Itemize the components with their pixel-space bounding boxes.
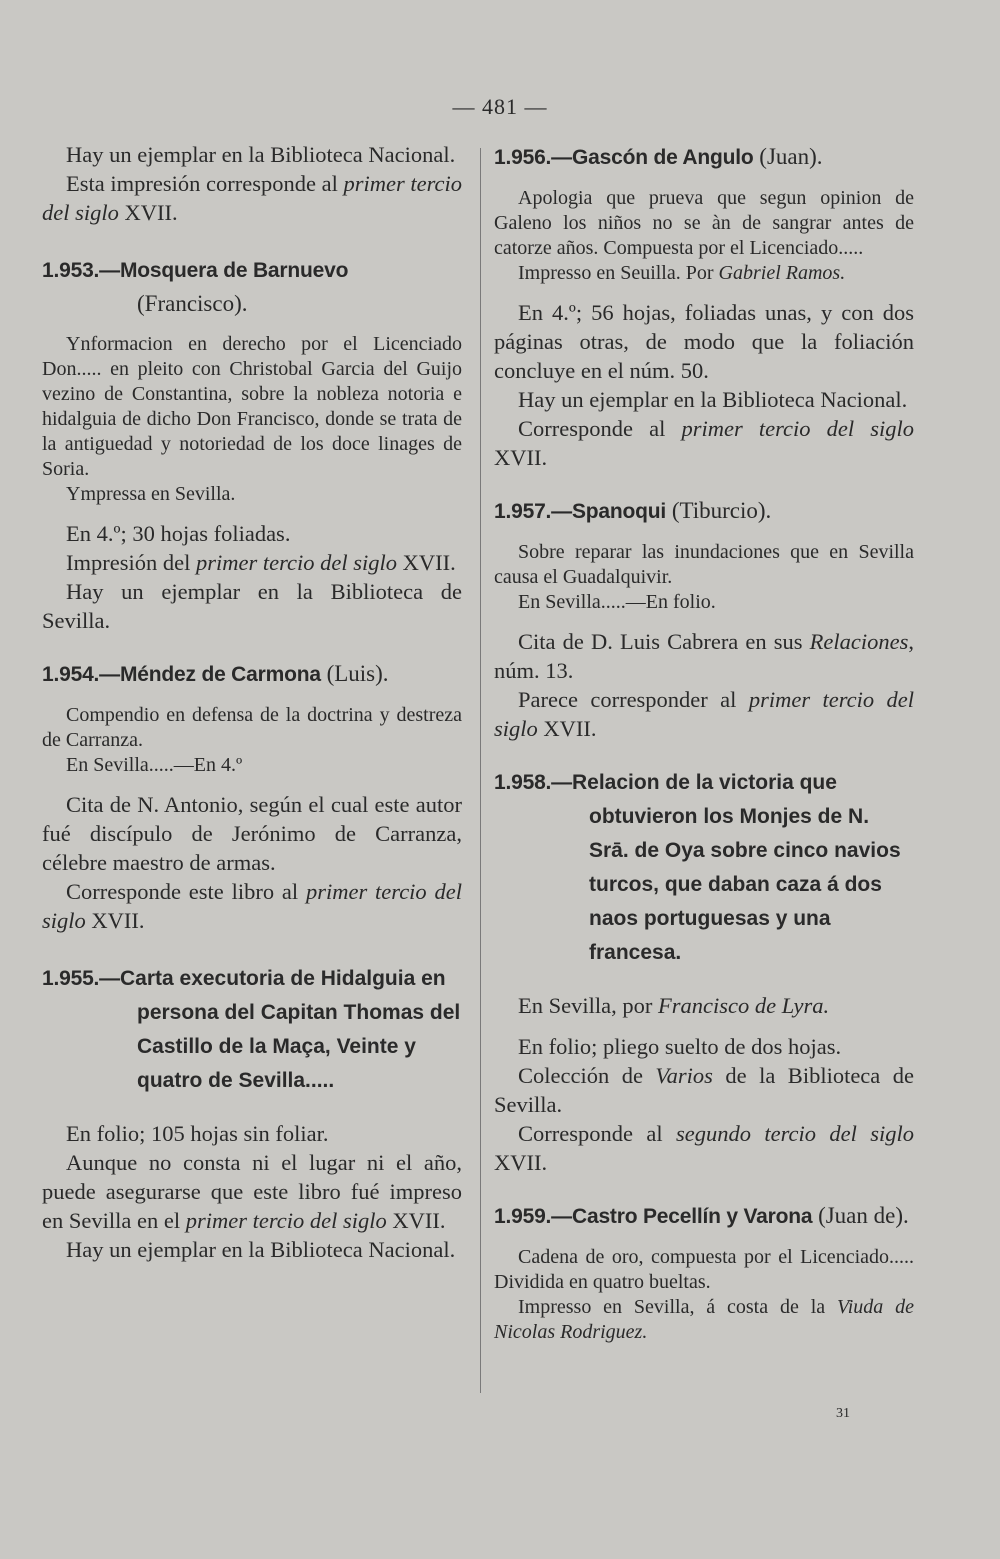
entry-1956-imprint: Impresso en Seuilla. Por Gabriel Ramos.: [518, 262, 846, 284]
intro-dating-note: Esta impresión corresponde al primer tercio del siglo XVII.: [42, 171, 462, 225]
entry-1954-note: Cita de N. Antonio, según el cual este autor fué discípulo de Jerónimo de Carranza, célebre maestro de armas.: [42, 792, 462, 875]
entry-author: Spanoqui: [572, 500, 667, 523]
intro-copy-note: Hay un ejemplar en la Biblioteca Nacional.: [66, 142, 456, 167]
entry-author: Castro Pecellín y Varona: [572, 1205, 813, 1228]
entry-1953-title: Ynformacion en derecho por el Licenciado Don..... en pleito con Christobal Garcia del Guijo vezino de Constantina, sobre la nobleza notoria e hidalguia de dicho Don Francisco, donde se trata de la antiguedad y notoriedad de los doce linages de Soria.: [42, 333, 462, 480]
signature-mark: 31: [836, 1406, 850, 1421]
entry-1956-heading: 1.956.—Gascón de Angulo (Juan).: [494, 144, 823, 169]
entry-1954-title: Compendio en defensa de la doctrina y destreza de Carranza.: [42, 704, 462, 751]
entry-number: 1.959.—: [494, 1205, 572, 1228]
entry-1955-note: Aunque no consta ni el lugar ni el año, puede asegurarse que este libro fué impreso en Sevilla en el primer tercio del siglo XVII.: [42, 1150, 462, 1233]
entry-1953-imprint: Ympressa en Sevilla.: [66, 483, 236, 505]
right-column: [494, 140, 914, 1345]
entry-1958-collection: Colección de Varios de la Biblioteca de Sevilla.: [494, 1063, 914, 1117]
entry-1953-format: En 4.º; 30 hojas foliadas.: [66, 521, 291, 546]
entry-number: 1.958.—: [494, 771, 572, 794]
entry-author: Méndez de Carmona: [120, 663, 321, 686]
entry-1954-dating: Corresponde este libro al primer tercio del siglo XVII.: [42, 879, 462, 933]
entry-1959-heading: 1.959.—Castro Pecellín y Varona (Juan de).: [494, 1203, 909, 1228]
entry-1956-dating: Corresponde al primer tercio del siglo XVII.: [494, 416, 914, 470]
entry-1958-heading: [494, 765, 914, 969]
entry-number: 1.957.—: [494, 500, 572, 523]
page-number: — 481 —: [452, 94, 548, 119]
entry-1955-format: En folio; 105 hojas sin foliar.: [66, 1121, 329, 1146]
entry-title: Relacion de la victoria que obtuvieron los Monjes de N. Srā. de Oya sobre cinco navios turcos, que daban caza á dos naos portuguesas y una francesa.: [572, 771, 901, 964]
entry-1957-heading: 1.957.—Spanoqui (Tiburcio).: [494, 498, 772, 523]
entry-1956-copy: Hay un ejemplar en la Biblioteca Nacional.: [518, 387, 908, 412]
entry-1958-imprint: En Sevilla, por Francisco de Lyra.: [518, 993, 830, 1018]
entry-1953-copy: Hay un ejemplar en la Biblioteca de Sevilla.: [42, 579, 462, 633]
entry-number: 1.953.—: [42, 259, 120, 282]
entry-number: 1.956.—: [494, 146, 572, 169]
entry-1955-copy: Hay un ejemplar en la Biblioteca Nacional.: [66, 1237, 456, 1262]
entry-title: Carta executoria de Hidalguia en persona del Capitan Thomas del Castillo de la Maça, Veinte y quatro de Sevilla.....: [120, 967, 461, 1092]
entry-1953-dating: Impresión del primer tercio del siglo XVII.: [66, 550, 456, 575]
entry-1954-heading: 1.954.—Méndez de Carmona (Luis).: [42, 661, 389, 686]
entry-1957-note: Cita de D. Luis Cabrera en sus Relaciones, núm. 13.: [494, 629, 914, 683]
entry-1958-dating: Corresponde al segundo tercio del siglo XVII.: [494, 1121, 914, 1175]
entry-1955-heading: [42, 961, 462, 1097]
entry-1956-title: Apologia que prueva que segun opinion de Galeno los niños no se àn de sangrar antes de catorze años. Compuesta por el Licenciado.....: [494, 187, 914, 259]
entry-1953-heading: 1.953.—Mosquera de Barnuevo (Francisco).: [42, 259, 349, 316]
entry-number: 1.955.—: [42, 967, 120, 990]
entry-1958-format: En folio; pliego suelto de dos hojas.: [518, 1034, 842, 1059]
entry-author: Gascón de Angulo: [572, 146, 754, 169]
entry-1954-imprint: En Sevilla.....—En 4.º: [66, 754, 243, 776]
entry-number: 1.954.—: [42, 663, 120, 686]
entry-1957-imprint: En Sevilla.....—En folio.: [518, 591, 716, 613]
column-rule: [480, 148, 481, 1393]
entry-1956-format: En 4.º; 56 hojas, foliadas unas, y con dos páginas otras, de modo que la foliación concluye en el núm. 50.: [494, 300, 914, 383]
entry-1959-imprint: Impresso en Sevilla, á costa de la Viuda de Nicolas Rodriguez.: [494, 1296, 914, 1343]
entry-1957-dating: Parece corresponder al primer tercio del siglo XVII.: [494, 687, 914, 741]
left-column: [42, 140, 462, 1264]
entry-1957-title: Sobre reparar las inundaciones que en Sevilla causa el Guadalquivir.: [494, 541, 914, 588]
entry-1959-title: Cadena de oro, compuesta por el Licenciado..... Dividida en quatro bueltas.: [494, 1246, 914, 1293]
entry-author: Mosquera de Barnuevo: [120, 259, 349, 282]
